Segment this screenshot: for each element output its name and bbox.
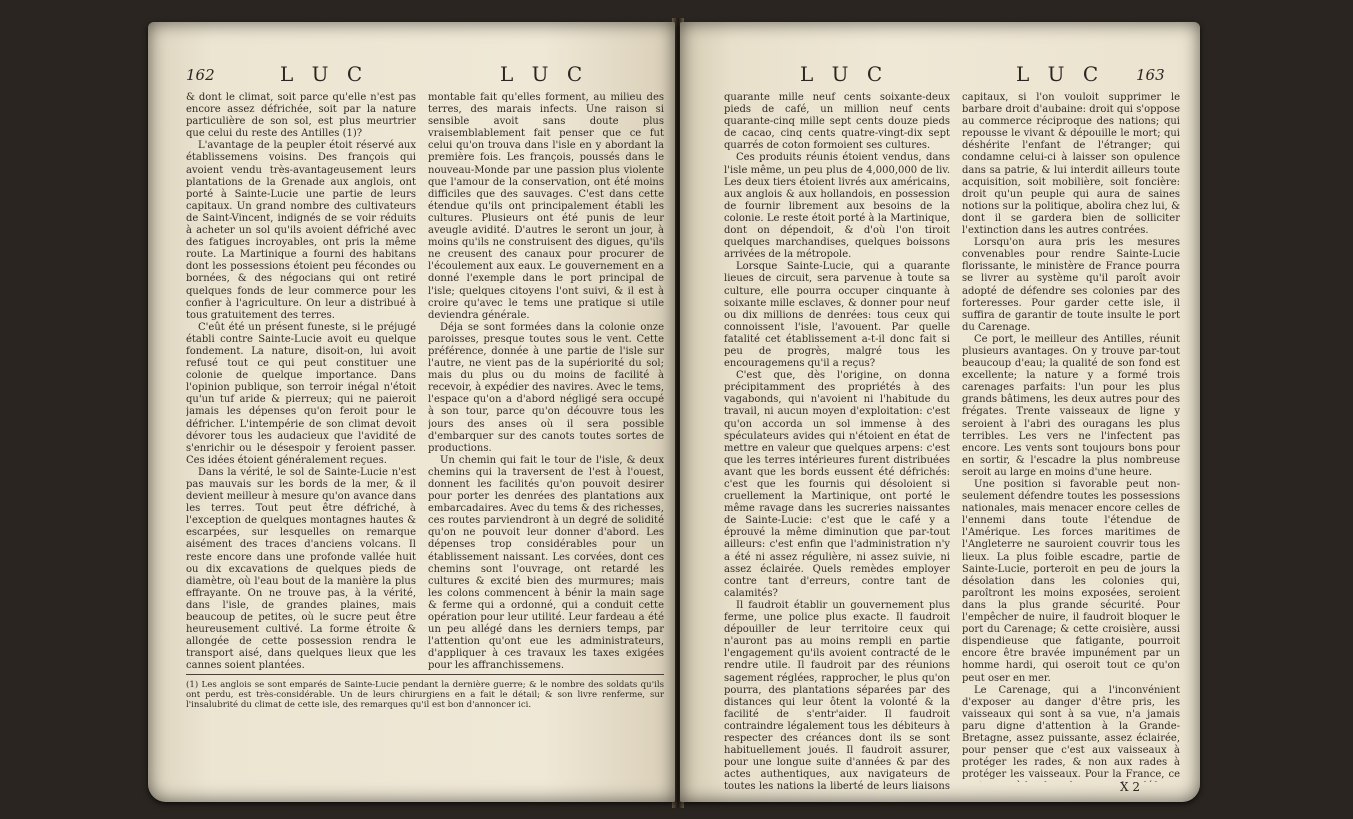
running-head: L U C	[500, 62, 589, 86]
paragraph: Déja se sont formées dans la colonie onze paroisses, presque toutes sous le vent. Cette préférence, donnée à une partie de l'isle sur l'autre, ne vient pas de la supériorité du sol; mais du plus ou du moins de facilité à recevoir, à expédier des navires. Avec le tems, l'espace qu'on a d'abord négligé sera occupé à son tour, parce qu'on découvre tous les jours des anses où il sera possible d'embarquer sur des canots toutes sortes de productions.	[428, 321, 664, 454]
running-head: L U C	[1016, 62, 1105, 86]
paragraph: Lorsqu'on aura pris les mesures convenables pour rendre Sainte-Lucie florissante, le ministère de France pourra se livrer au système qu'il paroît avoir adopté de défendre ses colonies par des forteresses. Pour garder cette isle, il suffira de garantir de toute insulte le port du Carenage.	[962, 237, 1180, 333]
paragraph: Le Carenage, qui a l'inconvénient d'exposer au danger d'être pris, les vaisseaux qui sont à sa vue, n'a jamais paru digne d'attention à la Grande-Bretagne, assez puissante, assez éclairée, pour penser que c'est aux vaisseaux à protéger les rades, & non aux rades à protéger les vaisseaux. Pour la France, ce	[962, 684, 1180, 781]
right-page	[680, 22, 1200, 802]
running-head: L U C	[280, 62, 369, 86]
signature-mark: X 2	[1120, 780, 1140, 794]
running-head: L U C	[800, 62, 889, 86]
paragraph: Il faudroit établir un gouvernement plus ferme, une police plus exacte. Il faudroit dépouiller de leur territoire ceux qui n'auront pas au moins rempli en partie l'engagement qu'ils avoient contracté de le rendre utile. Il faudroit par des réunions sagement réglées, rapprocher, le plus qu'on pourra, des plantations séparées par des distances qui leur ôtent la volonté & la facilité de s'entr'aider. Il faudroit contraindre légalement tous les débiteurs à respecter des créances dont ils se sont habituellement joués. Il faudroit assurer, pour une longue suite d'années & par des actes authentiques, aux navigateurs de toutes les nations la liberté de leurs liaisons	[724, 599, 950, 792]
paragraph: Lorsque Sainte-Lucie, qui a quarante lieues de circuit, sera parvenue à toute sa culture, elle pourra occuper cinquante à soixante mille esclaves, & donner pour neuf ou dix millions de denrées: tous ceux qui connoissent l'isle, l'avouent. Par quelle fatalité cet établissement a-t-il donc fait si peu de progrès, malgré tous les encouragemens qu'il a reçus?	[724, 261, 950, 370]
paragraph: Ce port, le meilleur des Antilles, réunit plusieurs avantages. On y trouve par-tout beaucoup d'eau; la qualité de son fond est excellente; la nature y a formé trois carenages parfaits: l'un pour les plus grands bâtimens, les deux autres pour des frégates. Trente vaisseaux de ligne y seroient à l'abri des ouragans les plus terribles. Les vers ne l'infectent pas encore. Les vents sont toujours bons pour en sortir, & l'escadre la plus nombreuse seroit au large en moins d'une heure.	[962, 333, 1180, 478]
text-column-1	[724, 92, 950, 792]
paragraph: Dans la vérité, le sol de Sainte-Lucie n'est pas mauvais sur les bords de la mer, & il devient meilleur à mesure qu'on avance dans les terres. Tout peut être défriché, à l'exception de quelques montagnes hautes & escarpées, sur lesquelles on remarque aisément des traces d'anciens volcans. Il reste encore dans une profonde vallée huit ou dix excavations de quelques pieds de diamètre, où l'eau bout de la manière la plus effrayante. On ne trouve pas, à la vérité, dans l'isle, de grandes plaines, mais beaucoup de petites, où le sucre peut être heureusement cultivé. La forme étroite & allongée de cette possession rendra le transport aisé, dans quelques lieux que les cannes soient plantées.	[186, 466, 416, 672]
paragraph: Un chemin qui fait le tour de l'isle, & deux chemins qui la traversent de l'est à l'ouest, donnent les facilités qu'on pouvoit desirer pour porter les denrées des plantations aux embarcadaires. Avec du tems & des richesses, ces routes parviendront à un degré de solidité qu'on ne pouvoit leur donner d'abord. Les dépenses trop considérables pour un établissement naissant. Les corvées, dont ces chemins sont l'ouvrage, ont retardé les cultures & excité bien des murmures; mais les colons commencent à bénir la main sage & ferme qui a ordonné, qui a conduit cette opération pour leur utilité. Leur fardeau a été un peu allégé dans les derniers temps, par l'attention qu'ont eue les administrateurs, d'appliquer à ces travaux les taxes exigées pour les affranchissemens.	[428, 454, 664, 672]
left-page	[148, 22, 675, 802]
footnote-rule	[186, 674, 664, 675]
text-column-1	[186, 92, 416, 672]
page-number: 163	[1136, 66, 1165, 84]
paragraph: Une position si favorable peut non-seulement défendre toutes les possessions nationales, mais menacer encore celles de l'ennemi dans toute l'étendue de l'Amérique. Les forces maritimes de l'Angleterre ne sauroient couvrir tous les lieux. La plus foible escadre, partie de Sainte-Lucie, porteroit en peu de jours la désolation dans les colonies qui, paroîtront les moins exposées, seroient dans la plus grande sécurité. Pour l'empêcher de nuire, il faudroit bloquer le port du Carenage; & cette croisière, aussi dispendieuse que fatigante, pourroit encore être bravée impunément par un homme hardi, qui oseroit tout ce qu'on peut oser en mer.	[962, 479, 1180, 684]
paragraph: quarante mille neuf cents soixante-deux pieds de café, un million neuf cents quarante-cinq mille sept cents douze pieds de cacao, cinq cents quatre-vingt-dix sept quarrés de coton formoient ses cultures.	[724, 92, 950, 152]
paragraph: & dont le climat, soit parce qu'elle n'est pas encore assez défrichée, soit par la nature particulière de son sol, est plus meurtrier que celui du reste des Antilles (1)?	[186, 92, 416, 140]
footnote: (1) Les anglois se sont emparés de Sainte-Lucie pendant la dernière guerre; & le nombre des soldats qu'ils ont perdu, est très-considérable. Un de leurs chirurgiens en a fait le détail; & son livre renferme, sur l'insalubrité du climat de cette isle, des remarques qu'il est bon d'annoncer ici.	[186, 680, 664, 710]
text-column-2	[428, 92, 664, 672]
paragraph: L'avantage de la peupler étoit réservé aux établissemens voisins. Des françois qui avoient vendu très-avantageusement leurs plantations de la Grenade aux anglois, ont porté à Sainte-Lucie une partie de leurs capitaux. Un grand nombre des cultivateurs de Saint-Vincent, indignés de se voir réduits à acheter un sol qu'ils avoient défriché avec des fatigues incroyables, ont pris la même route. La Martinique a fourni des habitans dont les possessions étoient peu fécondes ou bornées, & des négocians qui ont retiré quelques fonds de leur commerce pour les confier à l'agriculture. On leur a distribué à tous gratuitement des terres.	[186, 140, 416, 321]
paragraph: C'est que, dès l'origine, on donna précipitamment des propriétés à des vagabonds, qui n'avoient ni l'habitude du travail, ni aucun moyen d'exploitation: c'est qu'on accorda un sol immense à des spéculateurs avides qui n'étoient en état de mettre en valeur que quelques arpens: c'est que les terres intérieures furent distribuées avant que les bords eussent été défrichés: c'est que les fournis qui désoloient si cruellement la Martinique, ont porté le même ravage dans les sucreries naissantes de Sainte-Lucie: c'est que le café y a éprouvé la même diminution que par-tout ailleurs: c'est enfin que l'administration n'y a été ni assez régulière, ni assez suivie, ni assez éclairée. Quels remèdes employer contre tant d'erreurs, contre tant de calamités?	[724, 370, 950, 599]
paragraph: C'eût été un présent funeste, si le préjugé établi contre Sainte-Lucie avoit eu quelque fondement. La nature, disoit-on, lui avoit refusé tout ce qui peut constituer une colonie de quelque importance. Dans l'opinion publique, son terroir inégal n'étoit qu'un tuf aride & pierreux; qui ne paieroit jamais les dépenses qu'on feroit pour le défricher. L'intempérie de son climat devoit dévorer tous les audacieux que l'avidité de s'enrichir ou le désespoir y feroient passer. Ces idées étoient généralement reçues.	[186, 321, 416, 466]
paragraph: Ces produits réunis étoient vendus, dans l'isle même, un peu plus de 4,000,000 de liv. Les deux tiers étoient livrés aux américains, aux anglois & aux hollandois, en possession de fournir librement aux besoins de la colonie. Le reste étoit porté à la Martinique, dont on dépendoit, & d'où l'on tiroit quelques marchandises, quelques boissons arrivées de la métropole.	[724, 152, 950, 261]
paragraph: montable fait qu'elles forment, au milieu des terres, des marais infects. Une raison si sensible avoit sans doute plus vraisemblablement fait penser que ce fut celui qu'on trouva dans l'isle en y abordant la première fois. Les françois, poussés dans le nouveau-Monde par une passion plus violente que l'amour de la conservation, ont été moins difficiles que des sauvages. C'est dans cette étendue qu'ils ont principalement établi les cultures. Plusieurs ont été punis de leur aveugle avidité. D'autres le seront un jour, à moins qu'ils ne construisent des digues, qu'ils ne creusent des canaux pour procurer de l'écoulement aux eaux. Le gouvernement en a donné l'exemple dans le port principal de l'isle; quelques citoyens l'ont suivi, & il est à croire qu'avec le tems une pratique si utile deviendra générale.	[428, 92, 664, 321]
text-column-2	[962, 92, 1180, 782]
page-number: 162	[186, 66, 215, 84]
paragraph: capitaux, si l'on vouloit supprimer le barbare droit d'aubaine: droit qui s'oppose au commerce réciproque des nations; qui repousse le vivant & dépouille le mort; qui déshérite l'enfant de l'étranger; qui condamne celui-ci à laisser son opulence dans sa patrie, & lui interdit ailleurs toute acquisition, soit mobilière, soit foncière: droit qu'un peuple qui aura de saines notions sur la politique, abolira chez lui, & dont il se gardera bien de solliciter l'extinction dans les autres contrées.	[962, 92, 1180, 237]
